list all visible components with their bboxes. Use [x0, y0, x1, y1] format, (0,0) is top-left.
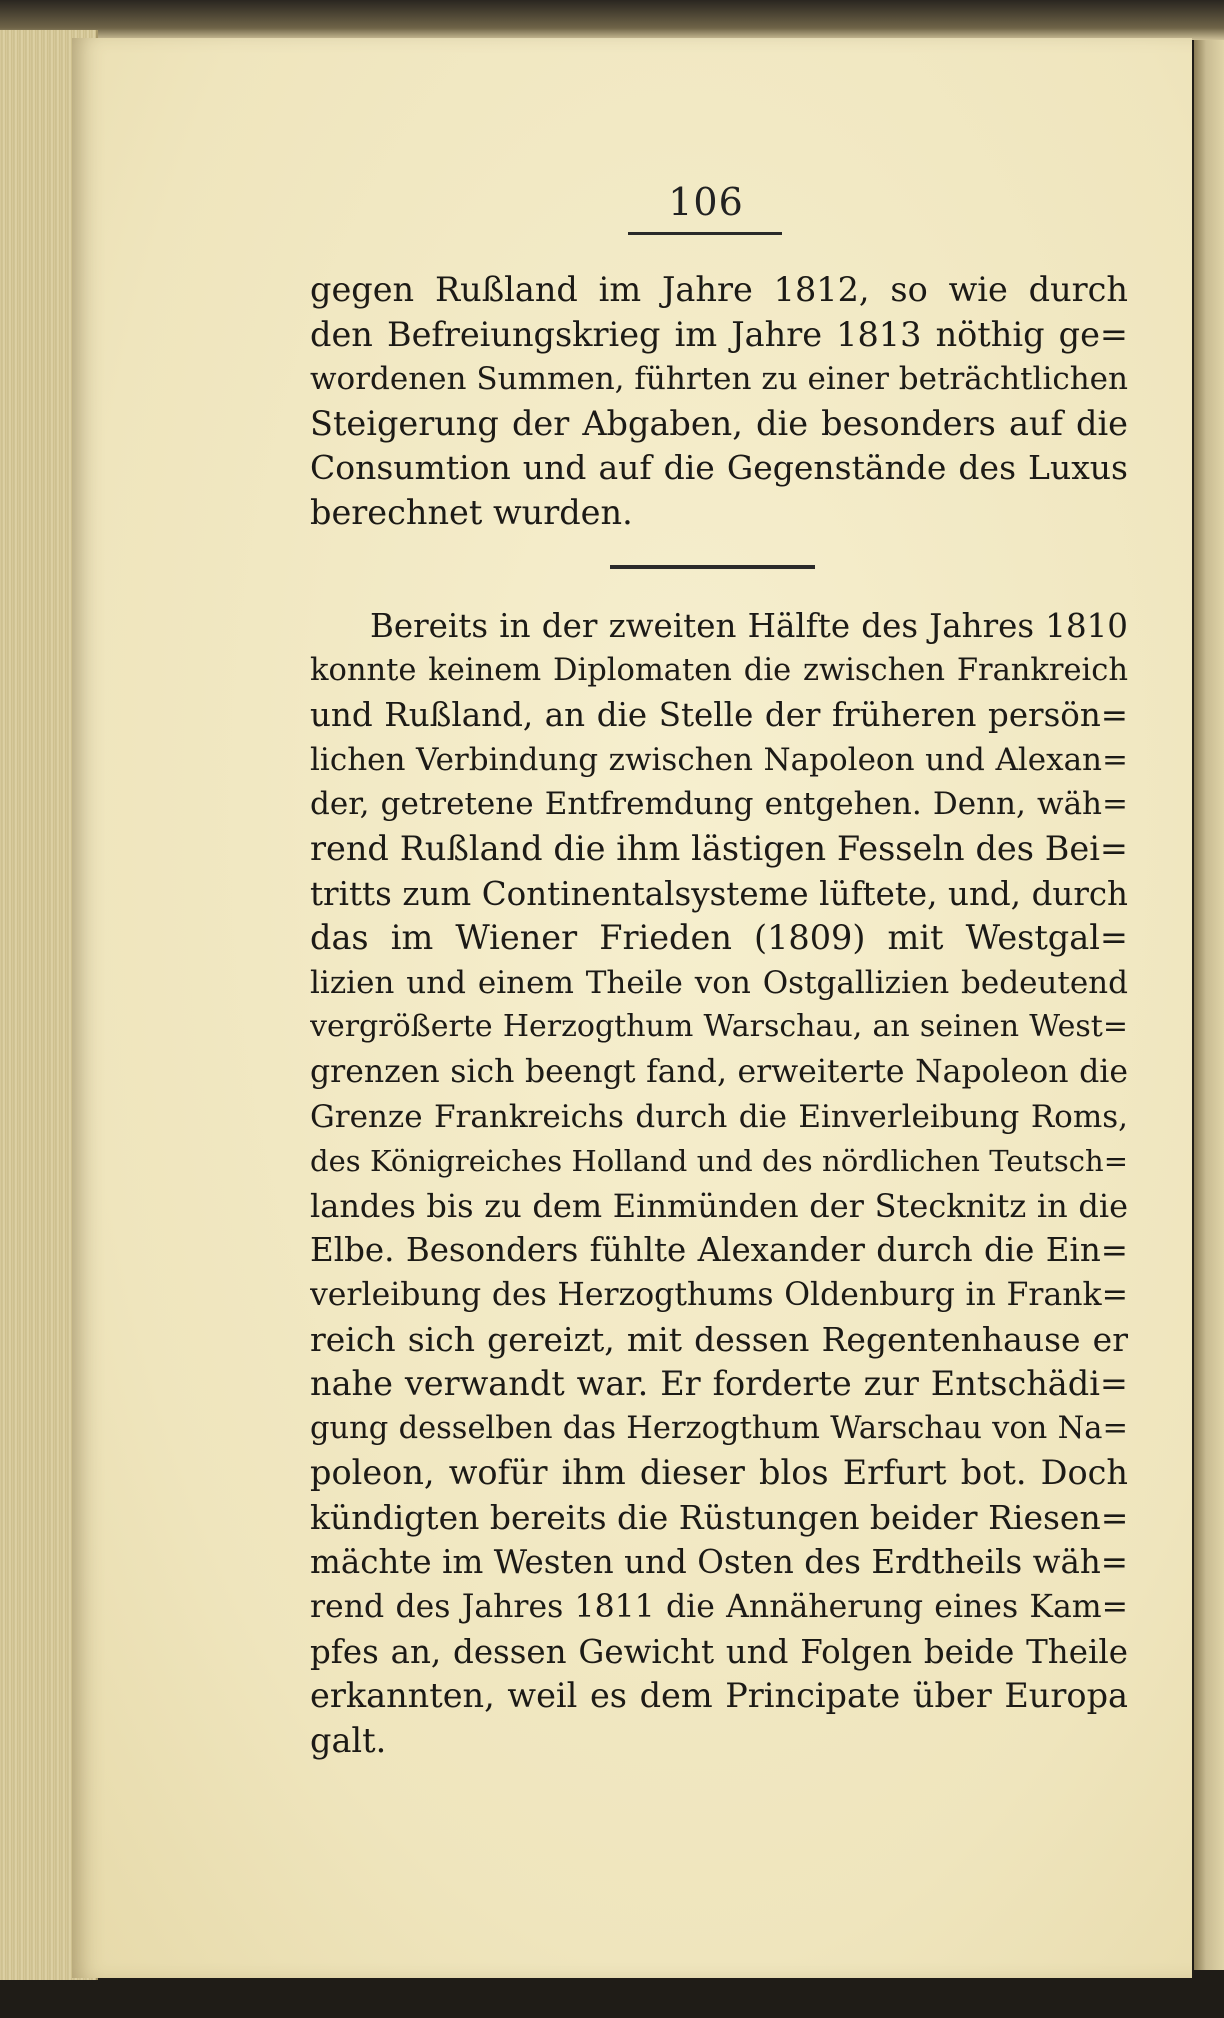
text-line: gung desselben das Herzogthum Warschau von Na=	[310, 1410, 1128, 1446]
book-top-edge	[0, 0, 1224, 40]
text-line: nahe verwandt war. Er forderte zur Entschädi=	[310, 1364, 1128, 1404]
text-line: der, getretene Entfremdung entgehen. Denn, wäh=	[310, 786, 1128, 823]
text-line: berechnet wurden.	[310, 492, 633, 532]
text-line: reich sich gereizt, mit dessen Regentenhause er	[310, 1319, 1128, 1359]
text-line: Consumtion und auf die Gegenstände des Luxus	[310, 448, 1128, 488]
text-line: und Rußland, an die Stelle der früheren persön=	[310, 696, 1128, 735]
text-line: Bereits in der zweiten Hälfte des Jahres 1810	[370, 607, 1128, 645]
text-line: Steigerung der Abgaben, die besonders auf die	[310, 403, 1128, 443]
text-line: landes bis zu dem Einmünden der Stecknitz in die	[310, 1186, 1128, 1225]
text-line: gegen Rußland im Jahre 1812, so wie durch	[310, 270, 1128, 309]
text-line: lichen Verbindung zwischen Napoleon und Alexan=	[310, 741, 1128, 778]
text-line: den Befreiungskrieg im Jahre 1813 nöthig ge=	[310, 314, 1128, 354]
text-line: kündigten bereits die Rüstungen beider Riesen=	[310, 1497, 1128, 1537]
text-line: galt.	[310, 1720, 387, 1760]
text-line: das im Wiener Frieden (1809) mit Westgal=	[310, 918, 1128, 958]
text-line: pfes an, dessen Gewicht und Folgen beide Theile	[310, 1632, 1128, 1671]
section-divider	[610, 565, 815, 569]
text-line: Grenze Frankreichs durch die Einverleibung Roms,	[310, 1098, 1128, 1135]
header-rule	[628, 232, 782, 235]
text-line: des Königreiches Holland und des nördlichen Teutsch=	[310, 1144, 1128, 1179]
facing-page-edge	[1194, 40, 1224, 1970]
text-line: rend Rußland die ihm lästigen Fesseln des Bei=	[310, 828, 1128, 868]
paragraph-2	[310, 604, 1128, 1763]
text-line: wordenen Summen, führten zu einer beträchtlichen	[310, 361, 1128, 398]
text-line: rend des Jahres 1811 die Annäherung eines Kam=	[310, 1589, 1128, 1626]
text-line: vergrößerte Herzogthum Warschau, an seinen West=	[310, 1009, 1128, 1045]
text-line: lizien und einem Theile von Ostgallizien bedeutend	[310, 964, 1128, 1001]
text-line: Elbe. Besonders fühlte Alexander durch die Ein=	[310, 1231, 1128, 1270]
text-line: mächte im Westen und Osten des Erdtheils wäh=	[310, 1543, 1128, 1582]
text-line: grenzen sich beengt fand, erweiterte Napoleon die	[310, 1053, 1128, 1090]
text-line: erkannten, weil es dem Principate über Europa	[310, 1676, 1128, 1716]
text-line: poleon, wofür ihm dieser blos Erfurt bot. Doch	[310, 1453, 1128, 1493]
paragraph-1	[310, 268, 1128, 536]
text-line: konnte keinem Diplomaten die zwischen Frankreich	[310, 652, 1128, 688]
page-number: 106	[668, 180, 744, 224]
text-line: tritts zum Continentalsysteme lüftete, und, durch	[310, 874, 1128, 913]
text-line: verleibung des Herzogthums Oldenburg in Frank=	[310, 1276, 1128, 1313]
